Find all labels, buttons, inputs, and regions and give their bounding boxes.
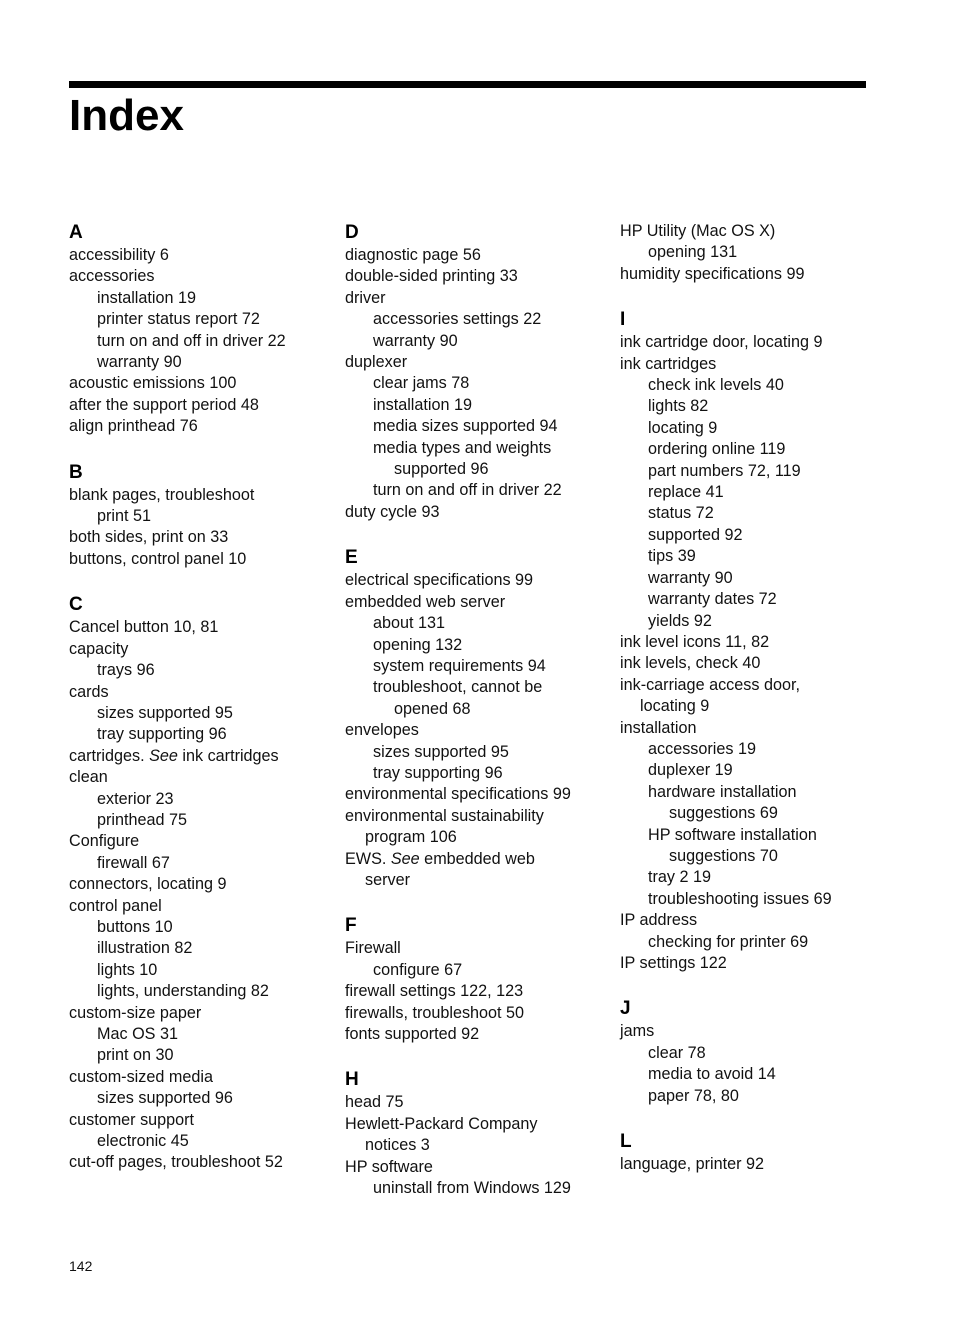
index-subentry: printhead 75 — [97, 810, 188, 829]
index-entry: IP address — [620, 911, 698, 930]
index-subentry: warranty 90 — [97, 353, 182, 372]
index-entry: Hewlett-Packard Company — [345, 1114, 538, 1133]
entry-text: cartridges. — [69, 746, 150, 765]
index-entry: buttons, control panel 10 — [69, 549, 247, 568]
index-entry: Configure — [69, 832, 140, 851]
index-subentry: media types and weights — [373, 438, 552, 457]
index-column-1 — [69, 221, 334, 1174]
index-subentry: HP software installation — [648, 825, 817, 844]
index-entry: firewall settings 122, 123 — [345, 982, 524, 1001]
index-subentry: sizes supported 95 — [97, 703, 233, 722]
index-entry: after the support period 48 — [69, 395, 259, 414]
index-entry: humidity specifications 99 — [620, 264, 805, 283]
index-entry: duplexer — [345, 353, 408, 372]
index-entry — [69, 746, 334, 767]
index-subentry: print on 30 — [97, 1046, 174, 1065]
index-entry: driver — [345, 288, 386, 307]
index-subentry: electronic 45 — [97, 1132, 189, 1151]
entry-text: EWS. — [345, 849, 391, 868]
index-letter-heading: E — [345, 547, 358, 569]
index-subentry: illustration 82 — [97, 939, 193, 958]
index-subentry: opening 131 — [648, 243, 738, 262]
index-entry: IP settings 122 — [620, 954, 727, 972]
index-entry: environmental specifications 99 — [345, 785, 571, 804]
index-letter-heading: H — [345, 1069, 359, 1091]
index-entry: clean — [69, 768, 108, 787]
index-subentry: tips 39 — [648, 547, 696, 566]
index-subentry: turn on and off in driver 22 — [97, 331, 286, 350]
index-subentry: installation 19 — [373, 395, 472, 414]
index-column-2 — [345, 221, 610, 1199]
section-gap — [69, 570, 334, 593]
section-gap — [345, 523, 610, 546]
index-subentry: about 131 — [373, 614, 446, 633]
index-subentry: print 51 — [97, 507, 151, 526]
section-gap — [620, 285, 870, 308]
index-entry: electrical specifications 99 — [345, 571, 534, 590]
index-subentry: suggestions 70 — [669, 846, 778, 865]
index-entry: ink level icons 11, 82 — [620, 632, 770, 651]
index-subentry: warranty dates 72 — [648, 590, 777, 609]
index-subentry: lights 82 — [648, 397, 709, 416]
index-entry: embedded web server — [345, 592, 506, 611]
index-subentry: printer status report 72 — [97, 310, 260, 329]
index-subentry: supported 92 — [648, 525, 743, 544]
index-subentry: program 106 — [365, 828, 457, 847]
index-subentry: firewall 67 — [97, 853, 170, 872]
index-entry: diagnostic page 56 — [345, 246, 481, 264]
index-entry: blank pages, troubleshoot — [69, 485, 255, 504]
index-subentry: server — [365, 870, 410, 889]
index-subentry: lights, understanding 82 — [97, 982, 269, 1001]
index-subentry: yields 92 — [648, 611, 712, 630]
index-subentry: accessories settings 22 — [373, 310, 542, 329]
title-rule — [69, 81, 866, 88]
index-entry: installation — [620, 718, 697, 737]
entry-text: embedded web — [419, 849, 535, 868]
index-subentry: lights 10 — [97, 960, 158, 979]
index-entry: double-sided printing 33 — [345, 267, 518, 286]
index-letter-heading: A — [69, 222, 83, 243]
index-subentry: sizes supported 95 — [373, 742, 509, 761]
index-subentry: troubleshooting issues 69 — [648, 889, 832, 908]
index-subentry: uninstall from Windows 129 — [373, 1179, 571, 1198]
index-entry — [345, 849, 610, 870]
index-subentry: opened 68 — [394, 699, 471, 718]
index-letter-heading: D — [345, 222, 359, 243]
index-entry: custom-size paper — [69, 1003, 202, 1022]
section-gap — [69, 438, 334, 461]
entry-text: ink cartridges — [177, 746, 279, 765]
index-subentry: replace 41 — [648, 483, 724, 502]
section-gap — [345, 891, 610, 914]
index-letter-heading: L — [620, 1131, 632, 1153]
index-subentry: supported 96 — [394, 460, 489, 479]
index-subentry: warranty 90 — [648, 568, 733, 587]
index-subentry: tray 2 19 — [648, 868, 711, 887]
index-entry: align printhead 76 — [69, 417, 198, 436]
index-letter-heading: J — [620, 998, 631, 1020]
index-subentry: troubleshoot, cannot be — [373, 678, 543, 697]
index-subentry: installation 19 — [97, 288, 196, 307]
index-subentry: trays 96 — [97, 661, 155, 680]
see-reference: See — [390, 849, 420, 868]
index-entry: control panel — [69, 896, 162, 915]
index-subentry: sizes supported 96 — [97, 1089, 233, 1108]
index-subentry: locating 9 — [648, 418, 718, 437]
index-subentry: tray supporting 96 — [373, 763, 503, 782]
index-subentry: system requirements 94 — [373, 656, 546, 675]
index-subentry: media to avoid 14 — [648, 1065, 776, 1084]
index-letter-heading: C — [69, 594, 83, 616]
index-subentry: clear jams 78 — [373, 374, 470, 393]
index-entry: Firewall — [345, 939, 401, 958]
index-subentry: exterior 23 — [97, 789, 174, 808]
index-subentry: locating 9 — [640, 697, 710, 716]
index-entry: accessibility 6 — [69, 246, 169, 264]
section-gap — [345, 1045, 610, 1068]
index-entry: customer support — [69, 1110, 195, 1129]
index-subentry: turn on and off in driver 22 — [373, 481, 562, 500]
index-entry: envelopes — [345, 721, 419, 740]
index-entry: duty cycle 93 — [345, 502, 440, 521]
index-entry: capacity — [69, 639, 129, 658]
page-number: 142 — [69, 1258, 93, 1274]
section-gap — [620, 1107, 870, 1130]
index-subentry: checking for printer 69 — [648, 932, 809, 951]
index-entry: Cancel button 10, 81 — [69, 618, 219, 637]
index-letter-heading: I — [620, 309, 626, 331]
index-entry: environmental sustainability — [345, 806, 544, 825]
index-entry: ink levels, check 40 — [620, 654, 761, 673]
index-entry: ink cartridges — [620, 354, 717, 373]
index-entry: HP software — [345, 1157, 433, 1176]
index-subentry: tray supporting 96 — [97, 725, 227, 744]
index-subentry: paper 78, 80 — [648, 1086, 739, 1105]
index-column-3 — [620, 221, 870, 1175]
index-subentry: opening 132 — [373, 635, 463, 654]
index-entry: head 75 — [345, 1093, 404, 1112]
index-subentry: accessories 19 — [648, 739, 756, 758]
index-entry: HP Utility (Mac OS X) — [620, 222, 776, 240]
index-entry: acoustic emissions 100 — [69, 374, 237, 393]
index-subentry: clear 78 — [648, 1043, 706, 1062]
index-entry: both sides, print on 33 — [69, 528, 229, 547]
index-subentry: duplexer 19 — [648, 761, 733, 780]
index-entry: accessories — [69, 267, 155, 286]
index-subentry: suggestions 69 — [669, 804, 778, 823]
index-subentry: buttons 10 — [97, 917, 173, 936]
index-entry: ink-carriage access door, — [620, 675, 800, 694]
page-title: Index — [69, 91, 184, 140]
index-entry: ink cartridge door, locating 9 — [620, 333, 823, 352]
index-subentry: ordering online 119 — [648, 440, 786, 459]
index-subentry: notices 3 — [365, 1136, 430, 1155]
index-entry: custom-sized media — [69, 1067, 213, 1086]
index-subentry: configure 67 — [373, 960, 463, 979]
index-subentry: hardware installation — [648, 782, 797, 801]
index-entry: connectors, locating 9 — [69, 875, 227, 894]
index-entry: cut-off pages, troubleshoot 52 — [69, 1153, 283, 1172]
index-subentry: status 72 — [648, 504, 714, 523]
see-reference: See — [149, 746, 178, 765]
index-letter-heading: F — [345, 915, 357, 937]
section-gap — [620, 974, 870, 997]
index-subentry: part numbers 72, 119 — [648, 461, 801, 480]
index-subentry: Mac OS 31 — [97, 1025, 178, 1043]
index-subentry: warranty 90 — [373, 331, 458, 350]
index-entry: cards — [69, 682, 109, 701]
index-entry: fonts supported 92 — [345, 1025, 480, 1043]
index-entry: language, printer 92 — [620, 1155, 764, 1174]
index-entry: firewalls, troubleshoot 50 — [345, 1003, 525, 1022]
index-entry: jams — [620, 1022, 655, 1041]
index-subentry: media sizes supported 94 — [373, 417, 558, 436]
index-letter-heading: B — [69, 461, 83, 483]
index-subentry: check ink levels 40 — [648, 376, 784, 395]
